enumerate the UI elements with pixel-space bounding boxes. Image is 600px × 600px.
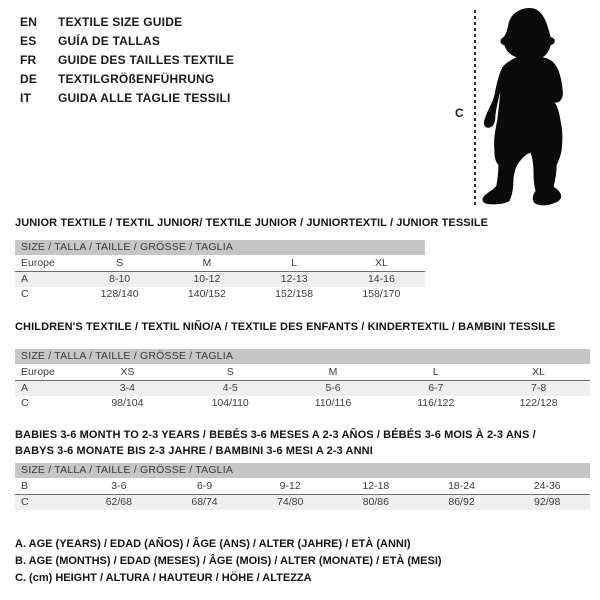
row-label: Europe	[21, 257, 55, 269]
lang-code: EN	[20, 15, 38, 29]
age-cell: 14-16	[367, 273, 395, 285]
size-cell: M	[202, 257, 212, 269]
size-cell: XS	[120, 366, 135, 378]
height-cell: 74/80	[277, 496, 304, 508]
row-label: A	[21, 273, 29, 285]
lang-code: DE	[20, 72, 38, 86]
note-age-years: A. AGE (YEARS) / EDAD (AÑOS) / ÂGE (ANS) / ALTER (JAHRE) / ETÀ (ANNI)	[15, 538, 411, 550]
table-row-age	[15, 272, 425, 287]
table-row-height	[15, 396, 590, 411]
months-cell: 6-9	[196, 480, 213, 492]
row-label: A	[21, 382, 29, 394]
lang-row-en	[20, 13, 234, 32]
height-cell: 122/128	[519, 397, 558, 409]
months-cell: 18-24	[448, 480, 475, 492]
height-cell: 152/158	[275, 288, 314, 300]
height-cell: 62/68	[105, 496, 132, 508]
height-cell: 104/110	[211, 397, 249, 409]
row-label: Europe	[21, 366, 55, 378]
table-header-bar: SIZE / TALLA / TAILLE / GRÖSSE / TAGLIA	[15, 349, 590, 364]
table-row-europe	[15, 364, 590, 381]
size-cell: S	[116, 257, 124, 269]
lang-row-es	[20, 32, 234, 51]
size-cell: XL	[532, 366, 545, 378]
children-size-table	[15, 349, 590, 411]
age-cell: 5-6	[325, 382, 341, 394]
age-cell: 3-4	[119, 382, 135, 394]
age-cell: 8-10	[109, 273, 131, 285]
size-cell: S	[226, 366, 234, 378]
height-cell: 128/140	[100, 288, 139, 300]
age-cell: 6-7	[428, 382, 444, 394]
section-title-children: CHILDREN'S TEXTILE / TEXTIL NIÑO/A / TEXTILE DES ENFANTS / KINDERTEXTIL / BAMBINI TESSILE	[15, 321, 556, 333]
table-row-height	[15, 495, 590, 510]
size-cell: XL	[374, 257, 388, 269]
note-height-cm: C. (cm) HEIGHT / ALTURA / HAUTEUR / HÖHE / ALTEZZA	[15, 572, 312, 584]
size-cell: M	[328, 366, 338, 378]
table-header-bar: SIZE / TALLA / TAILLE / GRÖSSE / TAGLIA	[15, 463, 590, 478]
babies-title-line-2: BABYS 3-6 MONATE BIS 2-3 JAHRE / BAMBINI 3-6 MESI A 2-3 ANNI	[15, 445, 373, 457]
months-cell: 3-6	[111, 480, 127, 492]
lang-row-fr	[20, 51, 234, 70]
row-label: C	[21, 397, 29, 409]
legend-notes	[15, 536, 442, 587]
height-cell: 86/92	[448, 496, 475, 508]
lang-code: ES	[20, 34, 37, 48]
age-cell: 4-5	[222, 382, 238, 394]
age-cell: 7-8	[530, 382, 547, 394]
lang-text: GUÍA DE TALLAS	[58, 34, 161, 48]
toddler-silhouette-icon	[480, 7, 566, 208]
section-title-babies	[15, 427, 536, 459]
lang-text: GUIDA ALLE TAGLIE TESSILI	[58, 91, 231, 105]
months-cell: 12-18	[362, 480, 390, 492]
height-cell: 68/74	[191, 496, 218, 508]
height-cell: 92/98	[534, 496, 561, 508]
size-cell: L	[432, 366, 439, 378]
lang-row-de	[20, 70, 234, 89]
height-cell: 98/104	[111, 397, 144, 409]
row-label: B	[21, 480, 29, 492]
height-cell: 158/170	[362, 288, 401, 300]
table-row-months	[15, 478, 590, 495]
lang-text: TEXTILGRÖßENFÜHRUNG	[58, 72, 215, 86]
babies-size-table	[15, 463, 590, 510]
height-cell: 80/86	[362, 496, 389, 508]
note-age-months: B. AGE (MONTHS) / EDAD (MESES) / ÂGE (MOIS) / ALTER (MONATE) / ETÀ (MESI)	[15, 555, 442, 567]
table-row-age	[15, 381, 590, 396]
lang-text: TEXTILE SIZE GUIDE	[58, 15, 183, 29]
language-header	[20, 13, 234, 108]
table-row-europe	[15, 255, 425, 272]
size-cell: L	[291, 257, 298, 269]
table-row-height	[15, 287, 425, 302]
lang-text: GUIDE DES TAILLES TEXTILE	[58, 53, 235, 67]
lang-row-it	[20, 89, 234, 108]
height-measure-label: C	[455, 106, 464, 120]
age-cell: 10-12	[193, 273, 221, 285]
lang-code: FR	[20, 53, 37, 67]
row-label: C	[21, 496, 29, 508]
babies-title-line-1: BABIES 3-6 MONTH TO 2-3 YEARS / BEBÉS 3-6 MESES A 2-3 AÑOS / BÉBÉS 3-6 MOIS À 2-3 ANS /	[15, 429, 536, 441]
junior-size-table	[15, 240, 425, 302]
row-label: C	[21, 288, 29, 300]
height-measure-dotted-line	[474, 10, 476, 205]
height-cell: 116/122	[417, 397, 455, 409]
lang-code: IT	[20, 91, 32, 105]
table-header-bar: SIZE / TALLA / TAILLE / GRÖSSE / TAGLIA	[15, 240, 425, 255]
age-cell: 12-13	[280, 273, 308, 285]
height-cell: 140/152	[187, 288, 226, 300]
height-cell: 110/116	[314, 397, 352, 409]
months-cell: 9-12	[279, 480, 301, 492]
section-title-junior: JUNIOR TEXTILE / TEXTIL JUNIOR/ TEXTILE JUNIOR / JUNIORTEXTIL / JUNIOR TESSILE	[15, 217, 489, 229]
months-cell: 24-36	[533, 480, 561, 492]
